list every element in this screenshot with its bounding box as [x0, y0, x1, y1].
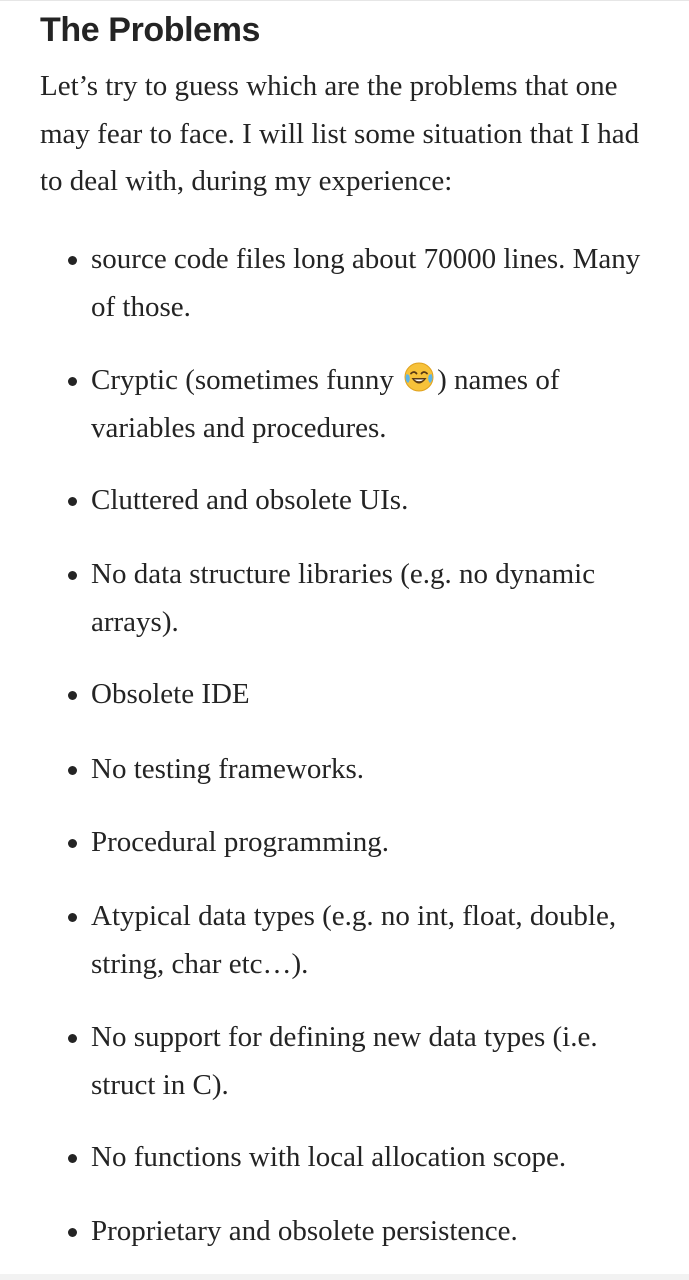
bullet-icon — [68, 691, 77, 700]
list-item — [91, 551, 651, 646]
bullet-icon — [68, 839, 77, 848]
bullet-icon — [68, 766, 77, 775]
bullet-icon — [68, 497, 77, 506]
list-item-text: No support for defining new data types (i.e. struct in C). — [91, 1021, 598, 1101]
list-item — [91, 477, 651, 525]
list-item-text: Cluttered and obsolete UIs. — [91, 484, 409, 516]
list-item-text: Obsolete IDE — [91, 678, 250, 710]
list-item — [91, 1134, 651, 1182]
bullet-icon — [68, 1154, 77, 1163]
list-item — [91, 746, 651, 794]
list-item-text: Procedural programming. — [91, 826, 389, 858]
list-item-text: Cryptic (sometimes funny — [91, 364, 402, 396]
list-item — [91, 1208, 651, 1256]
list-item-text: No testing frameworks. — [91, 753, 365, 785]
face-with-tears-of-joy-emoji — [403, 361, 435, 393]
list-item-text: No functions with local allocation scope. — [91, 1141, 567, 1173]
bullet-icon — [68, 1228, 77, 1237]
bottom-divider — [0, 1274, 689, 1280]
list-item-text: Proprietary and obsolete persistence. — [91, 1215, 518, 1247]
list-item — [91, 236, 651, 331]
list-item — [91, 819, 651, 867]
bullet-icon — [68, 913, 77, 922]
bullet-icon — [68, 571, 77, 580]
list-item-text: source code files long about 70000 lines. Many of those. — [91, 243, 641, 323]
list-item-text: No data structure libraries (e.g. no dynamic arrays). — [91, 558, 596, 638]
list-item — [91, 671, 651, 719]
list-item — [91, 357, 651, 452]
section-heading: The Problems — [40, 11, 261, 49]
list-item-text: Atypical data types (e.g. no int, float, double, string, char etc…). — [91, 900, 617, 980]
bullet-icon — [68, 377, 77, 386]
list-item-text-continued: ) names of variables and procedures. — [91, 364, 560, 444]
bullet-icon — [68, 1034, 77, 1043]
list-item — [91, 893, 651, 988]
bullet-icon — [68, 256, 77, 265]
list-item — [91, 1014, 651, 1109]
intro-paragraph: Let’s try to guess which are the problems that one may fear to face. I will list some situation that I had to deal with, during my experience: — [40, 70, 640, 197]
